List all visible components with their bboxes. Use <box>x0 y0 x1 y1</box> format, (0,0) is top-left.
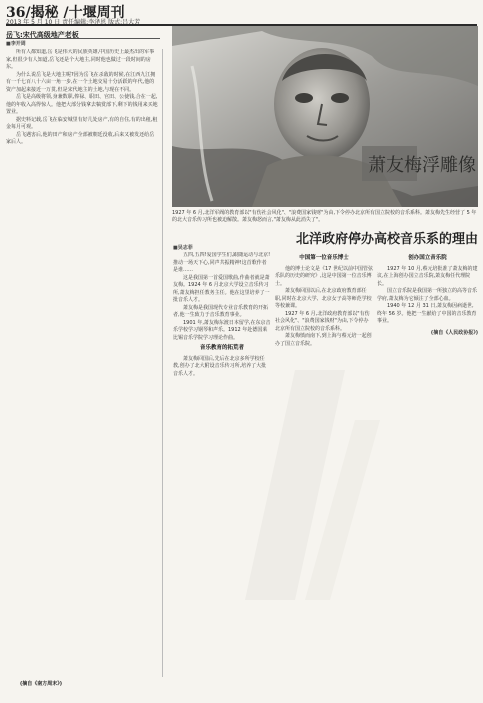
paragraph: 1927 年 6 月,北洋政府教育部以"有伤社会风化"、"浪费国家钱财"为由,下令停办北京所有国立院校的音乐系科。 <box>275 310 370 332</box>
photo-inscription: 萧友梅浮雕像 <box>368 155 476 176</box>
page-number: 36/ <box>6 5 31 21</box>
main-article-column-1 <box>173 252 271 692</box>
paragraph: 五四,五四!爱国学生们,跟随运动与北京!推动一场天下心,同声共振精神!这首歌作者是谁…… <box>173 252 271 273</box>
paragraph: 所有人都知道,岳飞是伟大的民族英雄,中国历史上最杰出的军事家,但很少有人知道,岳飞还是个大地主,同时他也做过一段时间的房东。 <box>6 49 155 70</box>
relief-sculpture-photo <box>172 26 478 207</box>
section-heading: 中国第一位音乐博士 <box>299 255 349 261</box>
paragraph: 萧友梅愤而南下,到上海与蔡元培一起创办了国立音乐院。 <box>275 333 372 347</box>
paragraph: 1940 年 12 月 31 日,萧友梅因病逝世,终年 56 岁。他把一生献给了中国的音乐教育事业。 <box>377 303 477 324</box>
main-article-author: ■吴志菲 <box>173 245 193 251</box>
photo-caption: 1927 年 6 月,北洋军阀的教育部以"有伤社会风化"、"浪费国家钱财"为由,下令停办北京所有国立院校的音乐系科。萧友梅先生经营了 5 年的北大音乐传习所也被迫解散。萧友梅怒而言,"萧友梅从此消失了"。 <box>172 210 477 223</box>
paragraph: 1901 年,萧友梅东渡日本留学,在东京音乐学校学习钢琴和声乐。1912 年赴德国莱比锡音乐学院学习理论作曲。 <box>173 319 271 341</box>
paragraph: 为什么说岳飞是大地主呢?因为岳飞在杀敌的时候,在江西九江拥有一千七百八十六亩一角一步,在一个土地交易十分活跃的年代,他的资产加起来接近一万贯,但是宋代地主的土地,与现在不同。 <box>6 71 156 93</box>
left-article-title: 岳飞:宋代高级地产老板 <box>6 30 160 39</box>
paragraph: 萧友梅回国后,先后在北京多所学校任教,创办了北大附设音乐传习所,培养了大批音乐人才。 <box>173 355 267 377</box>
section-name: 揭秘 <box>30 5 59 21</box>
paragraph: 1927 年 10 月,蔡元培批准了萧友梅的建议,在上海创办国立音乐院,萧友梅任代理院长。 <box>377 265 478 287</box>
paragraph: 岳飞是高级将领,身兼数职,俸禄、职田、官田、公使钱,合在一起,他的年收入高得惊人。他把大部分钱拿去犒赏部下,剩下的钱用来买地置业。 <box>6 94 158 115</box>
main-article-column-2 <box>275 252 373 692</box>
section-heading: 创办国立音乐院 <box>408 255 447 261</box>
left-article-source: (摘自《南方周末》) <box>20 681 63 687</box>
left-article-author: ■李开周 <box>6 41 26 47</box>
main-article-source: (摘自《人民政协报》) <box>430 329 478 336</box>
masthead <box>6 2 477 26</box>
paper-name: 十堰周刊 <box>68 5 125 21</box>
section-heading: 音乐教育的拓荒者 <box>199 345 244 351</box>
paragraph: 国立音乐院是我国第一所独立的高等音乐学府,萧友梅为它倾注了全部心血。 <box>377 288 478 302</box>
left-article-body <box>6 49 163 677</box>
paragraph: 萧友梅是我国现代专业音乐教育的开拓者,他一生致力于音乐教育事业。 <box>173 304 269 318</box>
paragraph: 他的博士论文是《17 世纪以前中国管弦乐队的历史的研究》,这是中国第一位音乐博士。 <box>275 265 373 287</box>
main-headline: 北洋政府停办高校音乐系的理由 <box>295 232 478 247</box>
paragraph: 这是我国第一首爱国歌曲,作曲者就是萧友梅。1924 年 6 月北京大学设立音乐传习所,萧友梅担任教务主任。他在这里培养了一批音乐人才。 <box>173 274 270 303</box>
relief-sculpture-image <box>172 26 478 207</box>
paragraph: 岳飞遇害后,他的田产和房产全部被朝廷没收,后来又被发还给岳家后人。 <box>6 131 155 145</box>
paragraph: 据史料记载,岳飞在临安城里有好几处房产,有的自住,有的出租,租金每月可观。 <box>6 116 158 130</box>
main-article-column-3 <box>377 252 478 692</box>
page-header: 36/揭秘 /十堰周刊 <box>6 5 125 21</box>
dateline: 2013 年 5 月 10 日 责任编辑:李泽恩 版式:吕大芳 <box>6 19 141 26</box>
paragraph: 萧友梅回国以后,在北京政府教育部任职,同时在北京大学、北京女子高等师范学校等校兼课。 <box>275 288 372 309</box>
